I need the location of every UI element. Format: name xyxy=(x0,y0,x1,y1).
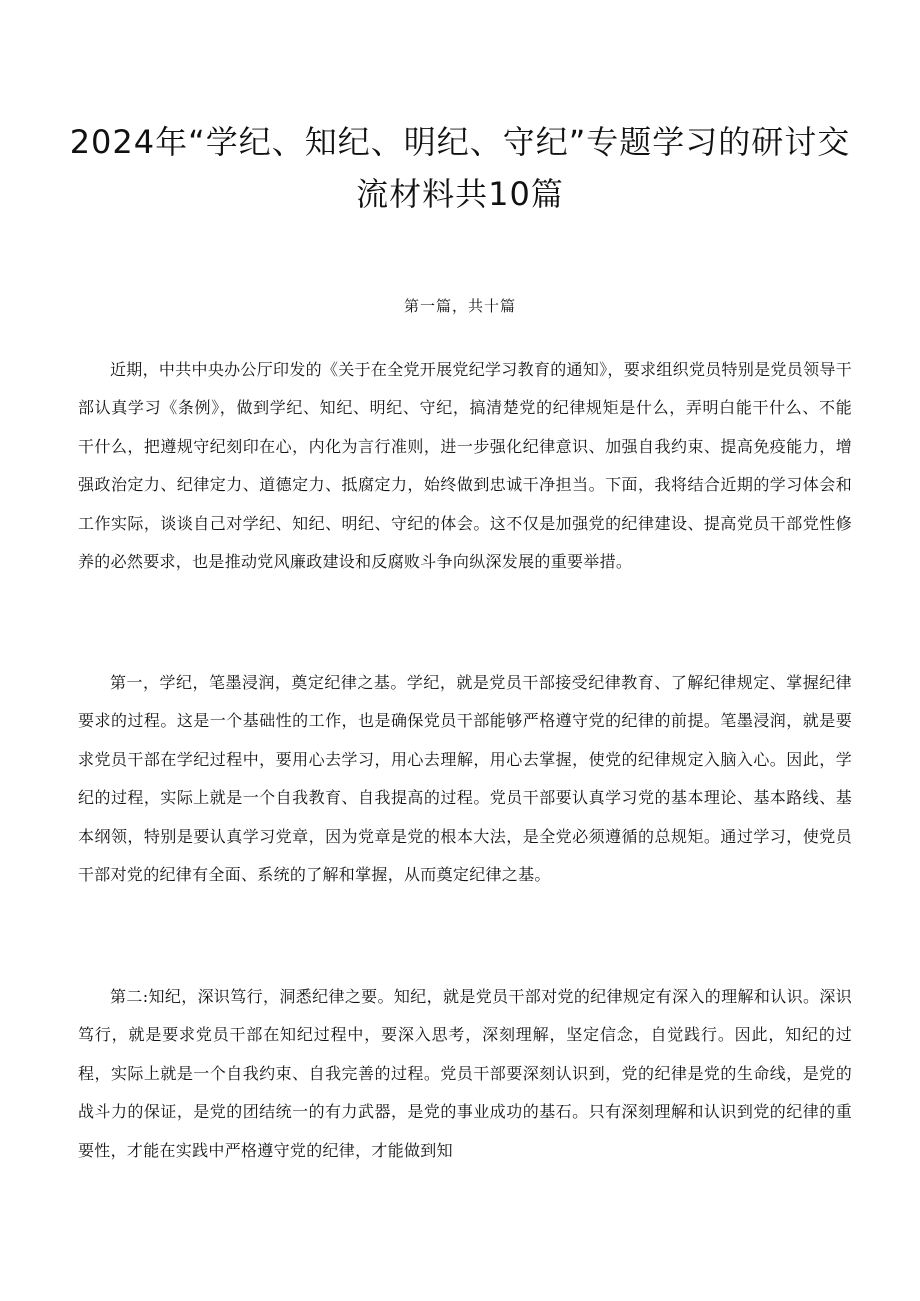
document-title: 2024年“学纪、知纪、明纪、守纪”专题学习的研讨交流材料共10篇 xyxy=(69,123,851,213)
paragraph-intro: 近期，中共中央办公厅印发的《关于在全党开展党纪学习教育的通知》，要求组织党员特别是党员领导干部认真学习《条例》，做到学纪、知纪、明纪、守纪，搞清楚党的纪律规矩是什么，弄明白能干什么、不能干什么，把遵规守纪刻印在心，内化为言行准则，进一步强化纪律意识、加强自我约束、提高免疫能力，增强政治定力、纪律定力、道德定力、抵腐定力，始终做到忠诚干净担当。下面，我将结合近期的学习体会和工作实际，谈谈自己对学纪、知纪、明纪、守纪的体会。这不仅是加强党的纪律建设、提高党员干部党性修养的必然要求，也是推动党风廉政建设和反腐败斗争向纵深发展的重要举措。 xyxy=(78,360,852,572)
paragraph-learn-discipline: 第一，学纪，笔墨浸润，奠定纪律之基。学纪，就是党员干部接受纪律教育、了解纪律规定、掌握纪律要求的过程。这是一个基础性的工作，也是确保党员干部能够严格遵守党的纪律的前提。笔墨浸润，就是要求党员干部在学纪过程中，要用心去学习，用心去理解，用心去掌握，使党的纪律规定入脑入心。因此，学纪的过程，实际上就是一个自我教育、自我提高的过程。党员干部要认真学习党的基本理论、基本路线、基本纲领，特别是要认真学习党章，因为党章是党的根本大法，是全党必须遵循的总规矩。通过学习，使党员干部对党的纪律有全面、系统的了解和掌握，从而奠定纪律之基。 xyxy=(78,673,852,885)
paragraph-know-discipline: 第二:知纪，深识笃行，洞悉纪律之要。知纪，就是党员干部对党的纪律规定有深入的理解和认识。深识笃行，就是要求党员干部在知纪过程中，要深入思考，深刻理解，坚定信念，自觉践行。因此，知纪的过程，实际上就是一个自我约束、自我完善的过程。党员干部要深刻认识到，党的纪律是党的生命线，是党的战斗力的保证，是党的团结统一的有力武器，是党的事业成功的基石。只有深刻理解和认识到党的纪律的重要性，才能在实践中严格遵守党的纪律，才能做到知 xyxy=(78,987,852,1160)
document-subtitle: 第一篇，共十篇 xyxy=(403,297,516,315)
